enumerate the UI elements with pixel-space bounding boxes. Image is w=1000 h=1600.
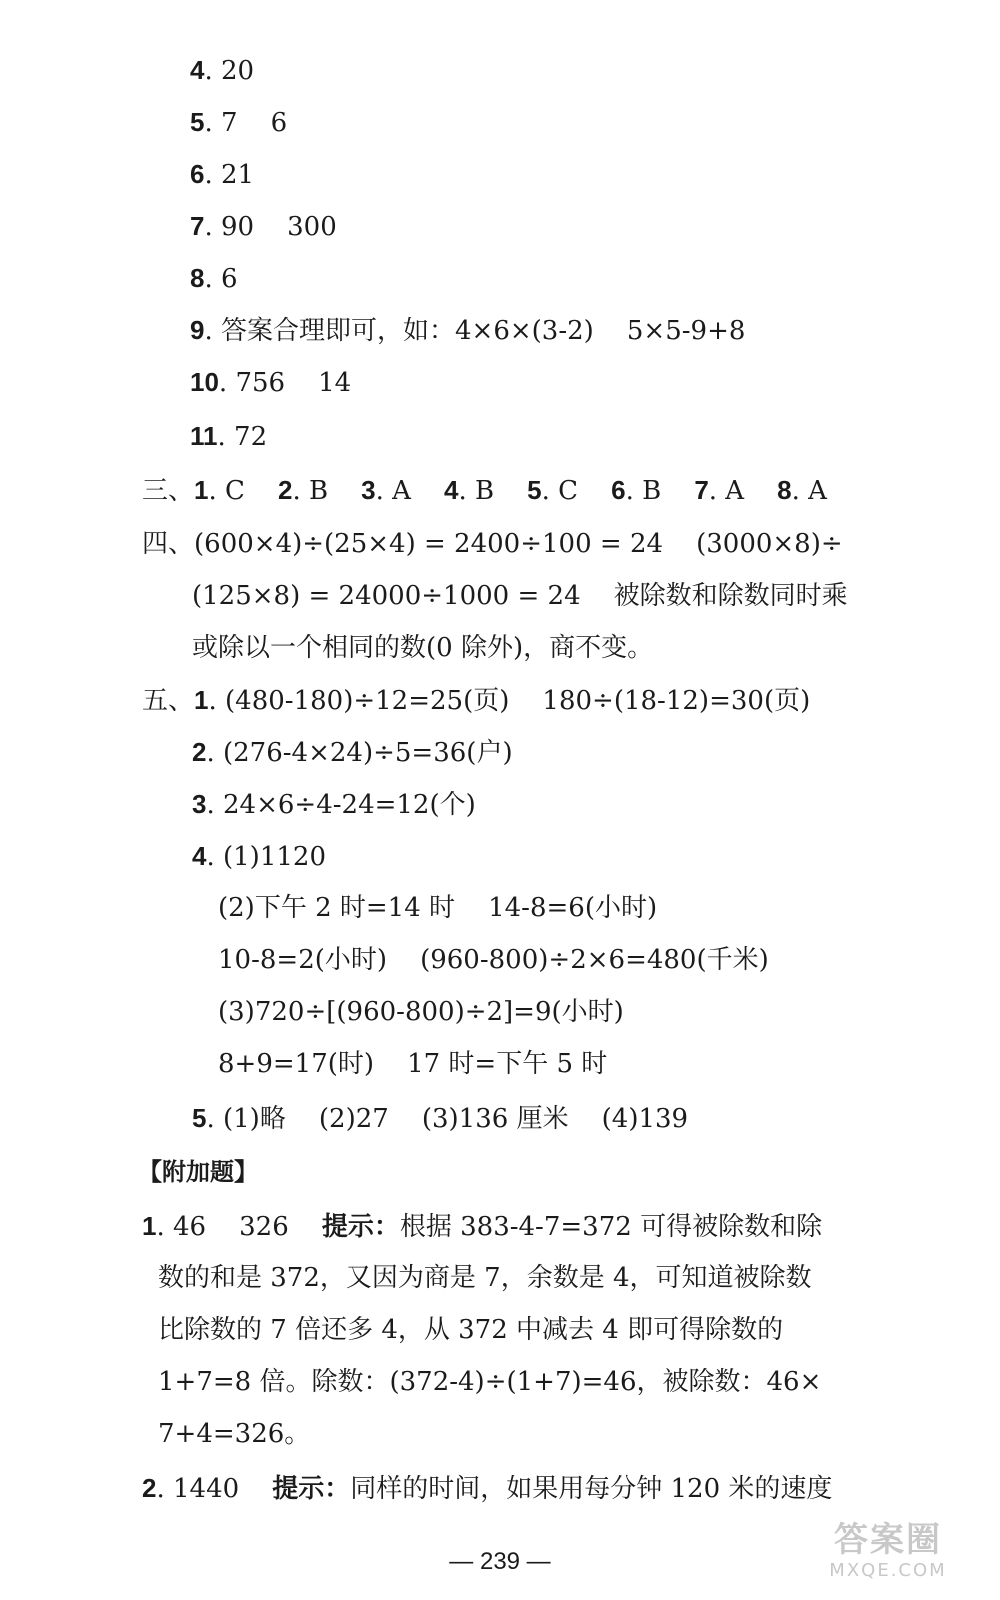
answer-line-11: 11. 72: [190, 421, 268, 452]
bonus-q1-line-4: 1+7=8 倍。除数：(372-4)÷(1+7)=46，被除数：46×: [158, 1367, 822, 1397]
section-5-item-1: 五、1. (480-180)÷12=25(页) 180÷(18-12)=30(页): [142, 685, 811, 716]
hint-label: 提示：: [321, 1212, 400, 1242]
section-3-choices: 三、1. C 2. B 3. A 4. B 5. C 6. B 7. A 8. A: [142, 475, 827, 506]
bonus-q2-line-1: 2. 1440 提示：同样的时间，如果用每分钟 120 米的速度: [142, 1473, 833, 1504]
answer-line-7: 7. 90 300: [190, 211, 337, 242]
watermark-top-text: 答案圈: [834, 1520, 942, 1560]
watermark-bottom-text: MXQE.COM: [829, 1560, 947, 1581]
bonus-q1-line-5: 7+4=326。: [158, 1419, 311, 1449]
section-5-item-2: 2. (276-4×24)÷5=36(户): [192, 737, 513, 768]
section-5-item-4-line-5: 8+9=17(时) 17 时=下午 5 时: [218, 1049, 608, 1079]
bonus-q1-line-2: 数的和是 372，又因为商是 7，余数是 4，可知道被除数: [158, 1263, 812, 1293]
section-5-item-4-line-3: 10-8=2(小时) (960-800)÷2×6=480(千米): [218, 945, 769, 975]
answer-line-5: 5. 7 6: [190, 107, 288, 138]
section-4-prefix: 四、: [142, 529, 195, 559]
section-5-prefix: 五、: [142, 686, 195, 716]
section-3-prefix: 三、: [142, 476, 195, 506]
hint-label: 提示：: [272, 1474, 351, 1504]
bonus-q1-line-1: 1. 46 326 提示：根据 383-4-7=372 可得被除数和除: [142, 1211, 823, 1242]
section-5-item-4: 4. (1)1120: [192, 841, 326, 872]
bonus-heading: 【附加题】: [138, 1158, 258, 1186]
section-5-item-4-line-2: (2)下午 2 时=14 时 14-8=6(小时): [218, 893, 658, 923]
watermark-logo: [798, 1520, 978, 1592]
answer-line-9: 9. 答案合理即可，如：4×6×(3-2) 5×5-9+8: [190, 315, 746, 346]
answer-line-8: 8. 6: [190, 263, 238, 294]
page-number: — 239 —: [449, 1548, 551, 1575]
answer-line-4: 4. 20: [190, 55, 255, 86]
section-5-item-5: 5. (1)略 (2)27 (3)136 厘米 (4)139: [192, 1103, 689, 1134]
answer-line-6: 6. 21: [190, 159, 255, 190]
section-5-item-4-line-4: (3)720÷[(960-800)÷2]=9(小时): [218, 997, 624, 1027]
answer-line-10: 10. 756 14: [190, 367, 352, 398]
section-5-item-3: 3. 24×6÷4-24=12(个): [192, 789, 476, 820]
section-4-line-1: 四、(600×4)÷(25×4) = 2400÷100 = 24 (3000×8)÷: [142, 529, 843, 559]
bonus-q1-line-3: 比除数的 7 倍还多 4，从 372 中减去 4 即可得除数的: [158, 1315, 784, 1345]
section-4-line-2: (125×8) = 24000÷1000 = 24 被除数和除数同时乘: [192, 581, 848, 611]
section-4-line-3: 或除以一个相同的数(0 除外)，商不变。: [192, 633, 654, 663]
